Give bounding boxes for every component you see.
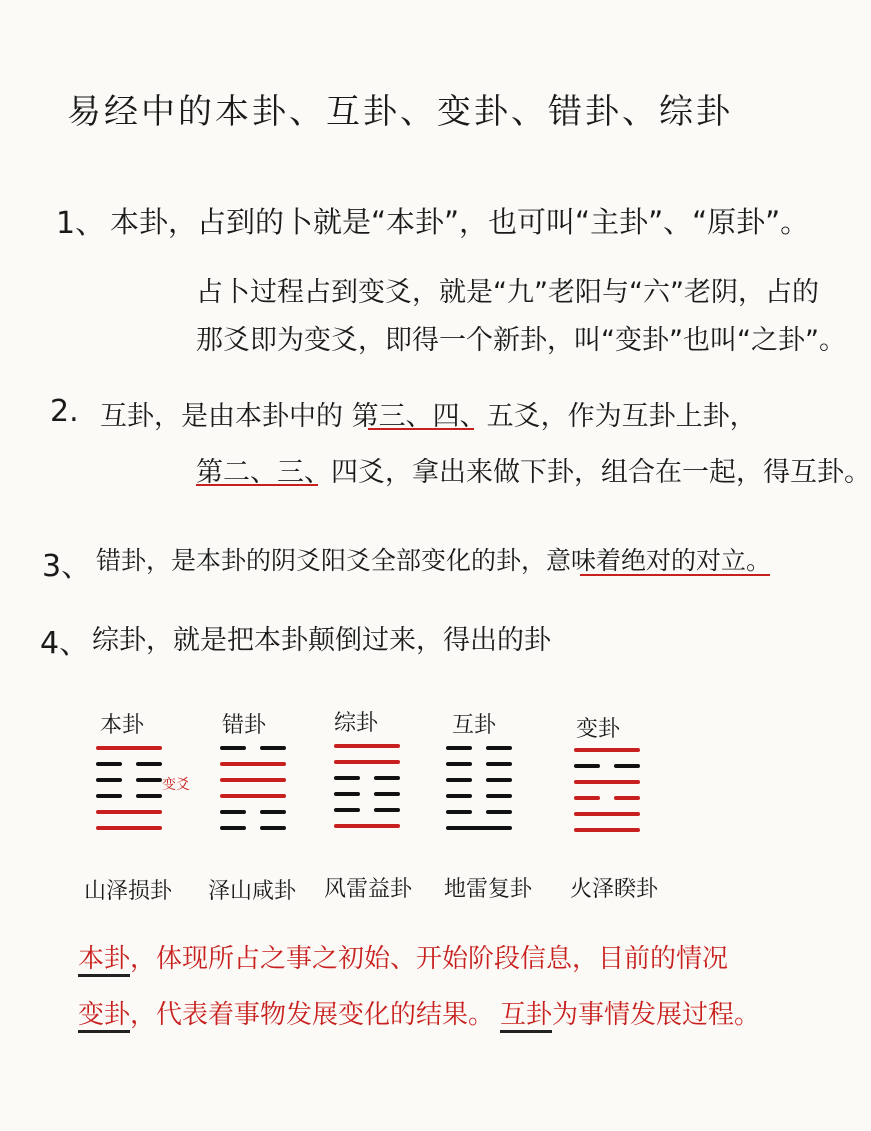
note-tag-biangua: 变卦 [78, 1000, 130, 1033]
yin-line-segment [96, 778, 122, 782]
item-2-line-1: 互卦，是由本卦中的 第三、四、五爻，作为互卦上卦， [100, 401, 757, 432]
yin-line-segment [96, 762, 122, 766]
item-2-line-2: 第二、三、四爻，拿出来做下卦，组合在一起，得互卦。 [196, 457, 871, 488]
yin-line-segment [260, 810, 286, 814]
yang-line [96, 810, 162, 814]
yin-line-segment [486, 810, 512, 814]
yin-line-segment [96, 794, 122, 798]
yin-line-segment [446, 762, 472, 766]
yang-line [220, 778, 286, 782]
yang-line [220, 762, 286, 766]
yin-line-segment [334, 792, 360, 796]
page-title: 易经中的本卦、互卦、变卦、错卦、综卦 [67, 92, 733, 132]
item-number-3: 3、 [42, 549, 92, 584]
yin-line-segment [136, 762, 162, 766]
item-3-line-1: 错卦，是本卦的阴爻阳爻全部变化的卦，意味着绝对的对立。 [96, 546, 772, 575]
hexagram-5 [574, 748, 644, 838]
yin-line-segment [614, 796, 640, 800]
yang-line [334, 744, 400, 748]
yin-line-segment [486, 746, 512, 750]
yin-line-segment [446, 746, 472, 750]
item-4-line-1: 综卦，就是把本卦颠倒过来，得出的卦 [92, 625, 551, 656]
underline-red-2 [196, 484, 318, 486]
yin-line-segment [486, 794, 512, 798]
hexagram-2 [220, 746, 290, 836]
item-number-1: 1、 [56, 206, 106, 241]
hex-label-1: 本卦 [100, 713, 145, 738]
yin-line-segment [334, 808, 360, 812]
note-text-1: ，体现所占之事之初始、开始阶段信息，目前的情况 [130, 944, 729, 974]
item-1-line-3: 那爻即为变爻，即得一个新卦，叫“变卦”也叫“之卦”。 [196, 325, 846, 356]
yin-line-segment [374, 792, 400, 796]
yang-line [574, 812, 640, 816]
note-text-3: 为事情发展过程。 [552, 1000, 761, 1030]
yin-line-segment [260, 826, 286, 830]
yin-line-segment [614, 764, 640, 768]
yang-line [574, 748, 640, 752]
yin-line-segment [486, 778, 512, 782]
hex-name-1: 山泽损卦 [84, 879, 173, 904]
note-line-1 [78, 938, 728, 975]
yang-line [574, 828, 640, 832]
yin-line-segment [446, 794, 472, 798]
yin-line-segment [486, 762, 512, 766]
yin-line-segment [334, 776, 360, 780]
underline-red-3 [580, 574, 770, 576]
note-line-2 [78, 994, 760, 1031]
item-1-line-2: 占卜过程占到变爻，就是“九”老阳与“六”老阴，占的 [196, 277, 819, 308]
yin-line-segment [374, 808, 400, 812]
note-tag-hugua: 互卦 [500, 1000, 552, 1033]
item-1-line-1: 本卦，占到的卜就是“本卦”，也可叫“主卦”、“原卦”。 [110, 205, 810, 239]
yang-line [334, 824, 400, 828]
yin-line-segment [574, 796, 600, 800]
yin-line-segment [574, 764, 600, 768]
yin-line-segment [220, 810, 246, 814]
note-tag-bengua: 本卦 [78, 944, 130, 977]
hex-label-5: 变卦 [576, 717, 621, 742]
hex-name-5: 火泽睽卦 [570, 877, 659, 902]
yin-line-segment [220, 746, 246, 750]
yin-line-segment [446, 810, 472, 814]
yin-line-segment [374, 776, 400, 780]
yang-line [220, 794, 286, 798]
hex-label-4: 互卦 [452, 713, 497, 738]
yin-line-segment [446, 778, 472, 782]
changing-line-note: 变爻 [162, 777, 190, 793]
hexagram-3 [334, 744, 404, 834]
hex-name-3: 风雷益卦 [324, 877, 413, 902]
yin-line-segment [260, 746, 286, 750]
underline-red-1 [368, 428, 474, 430]
hex-name-4: 地雷复卦 [444, 877, 533, 902]
item-number-2: 2. [50, 394, 79, 429]
hex-label-2: 错卦 [222, 713, 267, 738]
yin-line-segment [136, 794, 162, 798]
hexagram-1 [96, 746, 166, 836]
note-text-2: ，代表着事物发展变化的结果。 [130, 1000, 495, 1030]
item-number-4: 4、 [40, 626, 90, 661]
hex-label-3: 综卦 [334, 711, 379, 736]
hexagram-4 [446, 746, 516, 836]
yang-line [574, 780, 640, 784]
yang-line [96, 826, 162, 830]
hex-name-2: 泽山咸卦 [208, 879, 297, 904]
yin-line-segment [220, 826, 246, 830]
yang-line [334, 760, 400, 764]
yang-line [96, 746, 162, 750]
yin-line-segment [136, 778, 162, 782]
yang-line [446, 826, 512, 830]
